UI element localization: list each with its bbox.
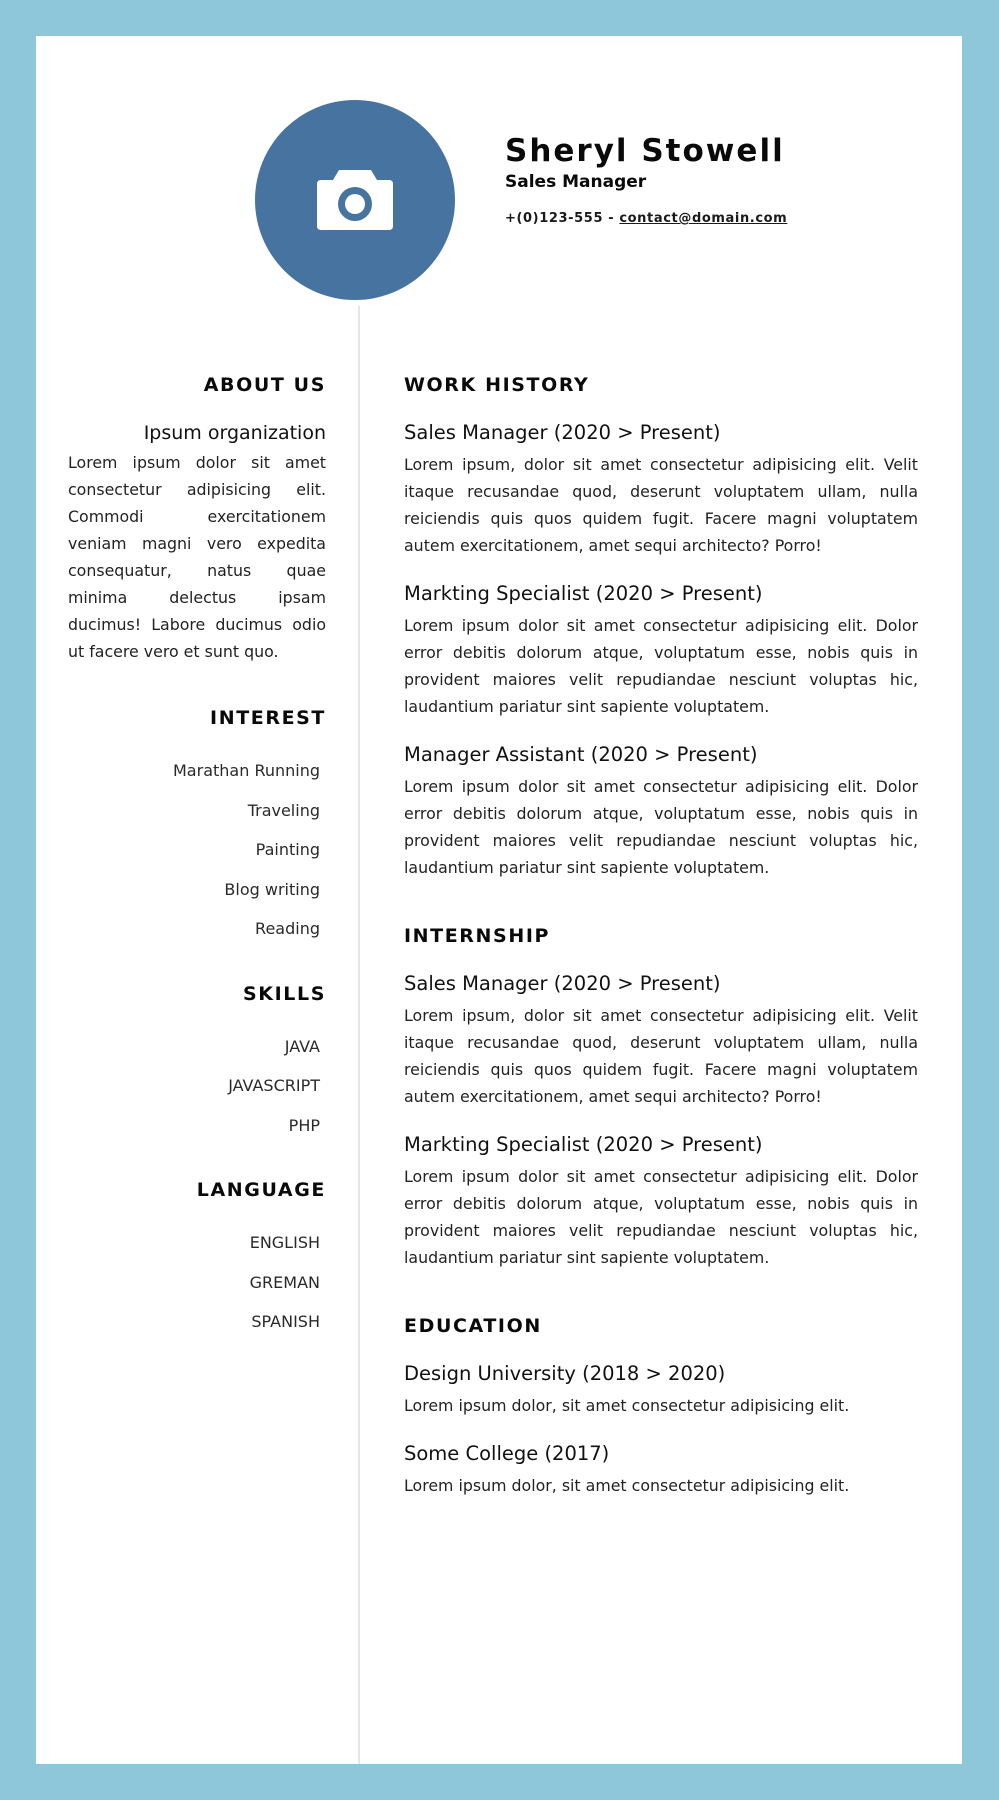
entry-text: Lorem ipsum dolor, sit amet consectetur adipisicing elit.	[404, 1476, 850, 1495]
left-column	[68, 372, 326, 1342]
header-info	[505, 132, 787, 226]
entry-title: Markting Specialist (2020 > Present)	[404, 1133, 763, 1156]
contact-separator: -	[603, 211, 620, 226]
work-entry	[404, 420, 918, 559]
work-entry	[404, 742, 918, 881]
language-section	[68, 1177, 326, 1342]
entry-title: Some College (2017)	[404, 1442, 610, 1465]
camera-icon	[315, 164, 395, 234]
interest-section	[68, 705, 326, 949]
job-title: Sales Manager	[505, 172, 647, 192]
list-item: SPANISH	[251, 1312, 320, 1331]
about-section	[68, 372, 326, 665]
entry-text: Lorem ipsum dolor, sit amet consectetur adipisicing elit.	[404, 1396, 850, 1415]
list-item: Reading	[255, 919, 320, 938]
work-history-section	[404, 372, 918, 881]
education-title: EDUCATION	[404, 1315, 542, 1337]
list-item: Blog writing	[224, 879, 320, 899]
entry-text: Lorem ipsum, dolor sit amet consectetur adipisicing elit. Velit itaque recusandae quod, deserunt voluptatem ullam, nulla reiciendis quis quos quidem fugit. Facere magni voluptatem autem exercitationem, amet sequi architecto? Porro!	[404, 1006, 918, 1106]
about-text: Lorem ipsum dolor sit amet consectetur adipisicing elit. Commodi exercitationem veniam magni vero expedita consequatur, natus quae minima delectus ipsam ducimus! Labore ducimus odio ut facere vero et sunt quo.	[68, 453, 326, 661]
work-entry	[404, 581, 918, 720]
list-item: GREMAN	[249, 1272, 320, 1292]
person-name: Sheryl Stowell	[505, 133, 785, 169]
entry-title: Sales Manager (2020 > Present)	[404, 972, 721, 995]
list-item: Painting	[255, 840, 320, 859]
list-item: ENGLISH	[249, 1233, 320, 1252]
entry-text: Lorem ipsum dolor sit amet consectetur adipisicing elit. Dolor error debitis dolorum atque, voluptatum esse, nobis quis in provident maiores velit repudiandae nesciunt voluptas hic, laudantium pariatur sint sapiente voluptatem.	[404, 616, 918, 716]
education-entry	[404, 1441, 918, 1499]
resume-page	[36, 36, 962, 1764]
list-item: Traveling	[247, 800, 320, 820]
internship-section	[404, 923, 918, 1271]
skills-title: SKILLS	[243, 982, 326, 1005]
entry-title: Manager Assistant (2020 > Present)	[404, 743, 758, 766]
entry-title: Design University (2018 > 2020)	[404, 1362, 726, 1385]
list-item: JAVA	[284, 1036, 320, 1056]
phone-number: +(0)123-555	[505, 211, 604, 226]
interest-title: INTEREST	[210, 707, 326, 729]
interest-list	[68, 751, 320, 949]
skills-list	[68, 1027, 320, 1146]
work-history-title: WORK HISTORY	[404, 374, 590, 396]
list-item: Marathan Running	[173, 761, 320, 780]
right-column	[404, 372, 918, 1499]
entry-text: Lorem ipsum, dolor sit amet consectetur adipisicing elit. Velit itaque recusandae quod, deserunt voluptatem ullam, nulla reiciendis quis quos quidem fugit. Facere magni voluptatem autem exercitationem, amet sequi architecto? Porro!	[404, 455, 918, 555]
entry-text: Lorem ipsum dolor sit amet consectetur adipisicing elit. Dolor error debitis dolorum atque, voluptatum esse, nobis quis in provident maiores velit repudiandae nesciunt voluptas hic, laudantium pariatur sint sapiente voluptatem.	[404, 1167, 918, 1267]
internship-entry	[404, 971, 918, 1110]
entry-title: Sales Manager (2020 > Present)	[404, 421, 721, 444]
about-organization: Ipsum organization	[143, 422, 326, 444]
internship-entry	[404, 1132, 918, 1271]
skills-section	[68, 981, 326, 1146]
contact-line	[505, 211, 787, 226]
education-section	[404, 1313, 918, 1499]
profile-photo-placeholder[interactable]	[255, 100, 455, 300]
entry-title: Markting Specialist (2020 > Present)	[404, 582, 763, 605]
language-title: LANGUAGE	[196, 1179, 326, 1201]
internship-title: INTERNSHIP	[404, 925, 551, 947]
language-list	[68, 1223, 320, 1342]
entry-text: Lorem ipsum dolor sit amet consectetur adipisicing elit. Dolor error debitis dolorum atque, voluptatum esse, nobis quis in provident maiores velit repudiandae nesciunt voluptas hic, laudantium pariatur sint sapiente voluptatem.	[404, 777, 918, 877]
column-divider	[358, 306, 360, 1764]
education-entry	[404, 1361, 918, 1419]
about-title: ABOUT US	[203, 374, 326, 396]
list-item: PHP	[288, 1115, 320, 1135]
email-link[interactable]: contact@domain.com	[619, 211, 788, 226]
list-item: JAVASCRIPT	[228, 1076, 320, 1095]
